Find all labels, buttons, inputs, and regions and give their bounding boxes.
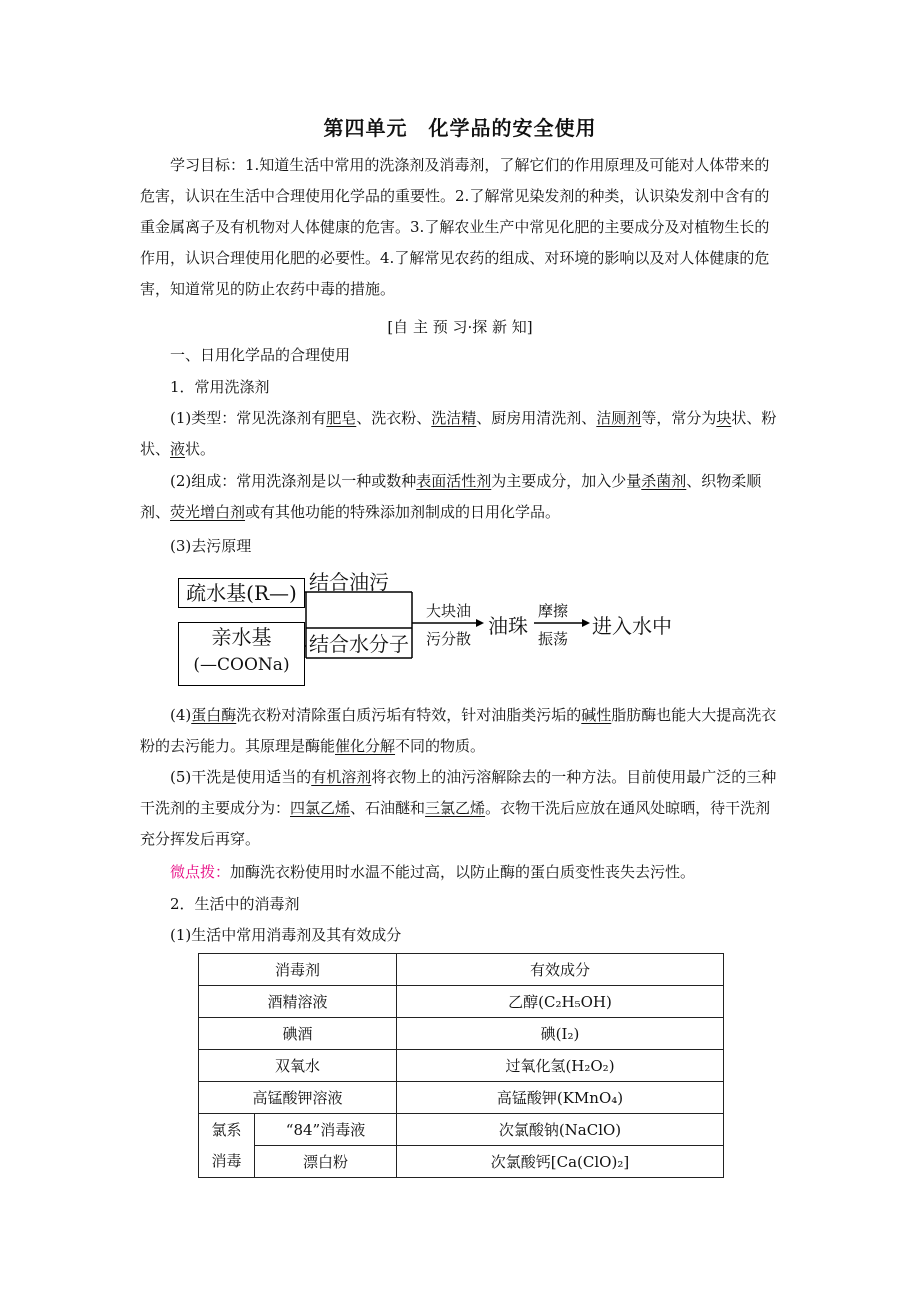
learning-objectives: 学习目标：1.知道生活中常用的洗涤剂及消毒剂，了解它们的作用原理及可能对人体带来的危害，认识在生活中合理使用化学品的重要性。2.了解常见染发剂的种类，认识染发剂中含有的重金属离子及有机物对人体健康的危害。3.了解农业生产中常见化肥的主要成分及对植物生长的作用，认识合理使用化肥的必要性。4.了解常见农药的组成、对环境的影响以及对人体健康的危害，知道常见的防止农药中毒的措施。 [140, 156, 770, 298]
heading-cleaning-principle: (3)去污原理 [170, 537, 252, 555]
table-group-cell [199, 1114, 255, 1178]
paragraph-types: (1)类型：常见洗涤剂有肥皂、洗衣粉、洗洁精、厨房用清洗剂、洁厕剂等，常分为块状、粉状、液状。 [140, 409, 777, 458]
table-cell: 碘(I₂) [397, 1018, 724, 1050]
paragraph-dry-cleaning: (5)干洗是使用适当的有机溶剂将衣物上的油污溶解除去的一种方法。目前使用最广泛的三种干洗剂的主要成分为：四氯乙烯、石油醚和三氯乙烯。衣物干洗后应放在通风处晾晒，待干洗剂充分挥发后再穿。 [140, 768, 777, 848]
arrow1-top-label: 大块油 [426, 602, 472, 620]
table-cell: 高锰酸钾溶液 [199, 1082, 397, 1114]
table-header-cell: 消毒剂 [199, 954, 397, 986]
table-row [199, 1082, 724, 1114]
section-banner: [自 主 预 习·探 新 知] [387, 318, 533, 336]
tip [170, 861, 695, 882]
tip-label: 微点拨： [170, 863, 231, 881]
table-row [199, 1050, 724, 1082]
arrow1-bottom-label: 污分散 [426, 630, 472, 648]
table-header-row [199, 954, 724, 986]
table-cell: 高锰酸钾(KMnO₄) [397, 1082, 724, 1114]
paragraph-composition: (2)组成：常用洗涤剂是以一种或数种表面活性剂为主要成分，加入少量杀菌剂、织物柔顺剂、荧光增白剂或有其他功能的特殊添加剂制成的日用化学品。 [140, 472, 762, 521]
table-cell: 次氯酸钠(NaClO) [397, 1114, 724, 1146]
group-label-line1: 氯系 [211, 1120, 242, 1139]
table-cell: 乙醇(C₂H₅OH) [397, 986, 724, 1018]
heading-disinfectants: 2．生活中的消毒剂 [170, 895, 300, 913]
page-title: 第四单元 化学品的安全使用 [323, 116, 597, 140]
cleaning-principle-diagram [178, 566, 698, 696]
table-cell: 酒精溶液 [199, 986, 397, 1018]
oil-droplet-label: 油珠 [488, 614, 528, 638]
bind-water-label: 结合水分子 [309, 632, 409, 656]
into-water-label: 进入水中 [592, 614, 672, 638]
table-cell: 漂白粉 [255, 1146, 397, 1178]
table-cell: 双氧水 [199, 1050, 397, 1082]
disinfectant-table [198, 953, 724, 1178]
heading-detergents: 1．常用洗涤剂 [170, 378, 270, 396]
hydrophobic-label: 疏水基(R—) [186, 581, 297, 605]
bind-oil-label: 结合油污 [309, 570, 389, 594]
table-row [199, 1146, 724, 1178]
hydrophilic-label: 亲水基 [211, 625, 272, 649]
arrow2-top-label: 摩擦 [538, 602, 569, 620]
table-row [199, 1114, 724, 1146]
arrow2-bottom-label: 振荡 [538, 630, 569, 648]
tip-text: 加酶洗衣粉使用时水温不能过高，以防止酶的蛋白质变性丧失去污性。 [230, 863, 696, 881]
table-header-cell: 有效成分 [397, 954, 724, 986]
hydrophilic-formula: (—COONa) [193, 655, 290, 675]
group-label-line2: 消毒 [211, 1151, 242, 1170]
table-row [199, 1018, 724, 1050]
table-cell: 次氯酸钙[Ca(ClO)₂] [397, 1146, 724, 1178]
table-cell: “84”消毒液 [255, 1114, 397, 1146]
paragraph-enzymes: (4)蛋白酶洗衣粉对清除蛋白质污垢有特效，针对油脂类污垢的碱性脂肪酶也能大大提高洗衣粉的去污能力。其原理是酶能催化分解不同的物质。 [140, 706, 777, 755]
heading-daily-chemicals: 一、日用化学品的合理使用 [170, 346, 351, 364]
table-cell: 过氧化氢(H₂O₂) [397, 1050, 724, 1082]
table-row [199, 986, 724, 1018]
heading-disinfectant-table: (1)生活中常用消毒剂及其有效成分 [170, 926, 402, 944]
table-cell: 碘酒 [199, 1018, 397, 1050]
